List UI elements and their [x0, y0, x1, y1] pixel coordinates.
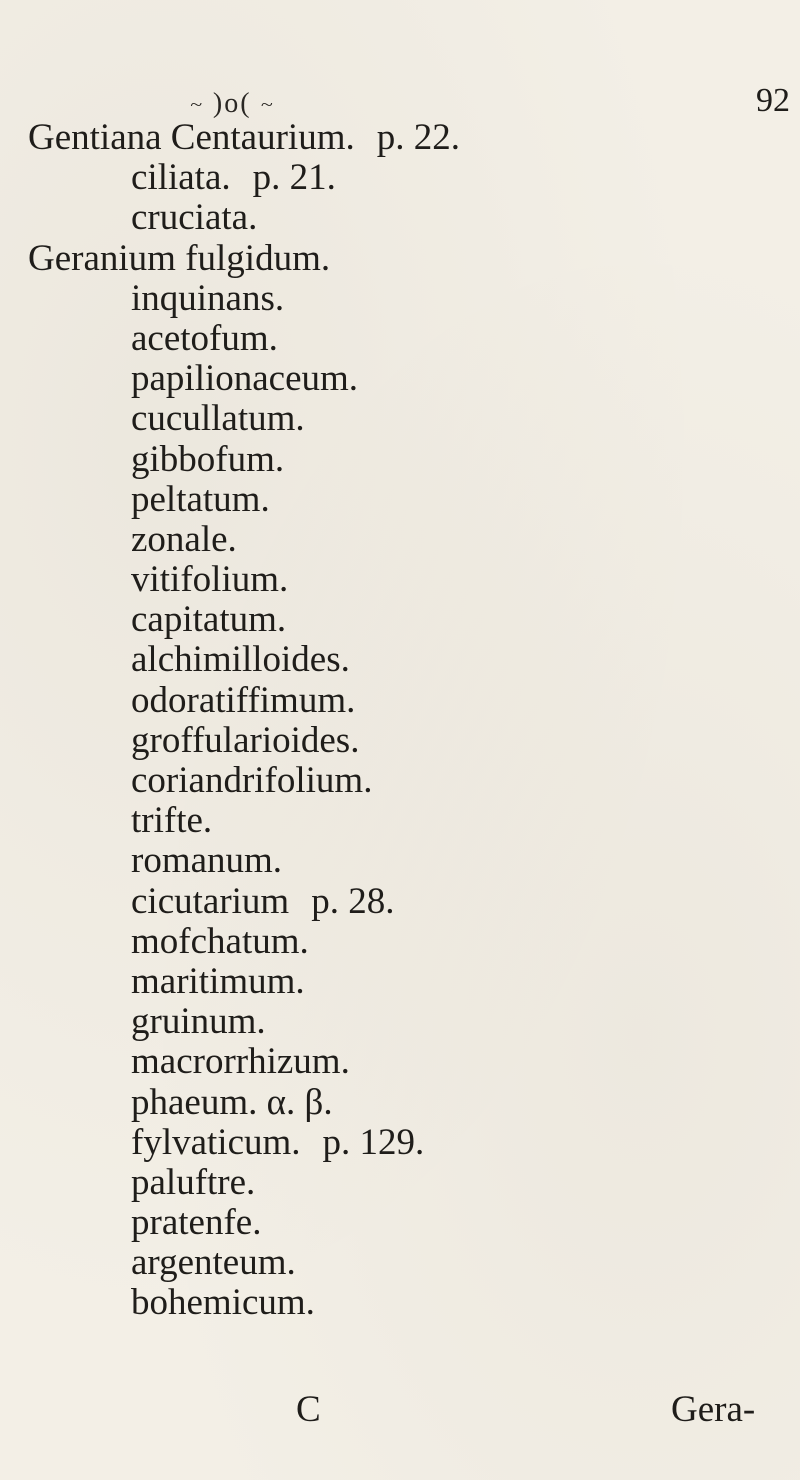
header-ornament: [190, 88, 274, 120]
entry-name: trifte.: [131, 800, 213, 842]
entry-name: vitifolium.: [131, 559, 289, 601]
page-reference: p. 129.: [322, 1121, 425, 1163]
species-entry: [28, 440, 768, 480]
species-entry: [28, 640, 768, 680]
entry-name: phaeum. α. β.: [131, 1081, 333, 1123]
genus-entry: [28, 239, 768, 279]
entry-name: inquinans.: [131, 277, 285, 319]
species-entry: [28, 801, 768, 841]
species-entry: [28, 399, 768, 439]
entry-name: gibbofum.: [131, 438, 285, 480]
species-entry: [28, 520, 768, 560]
species-entry: [28, 882, 768, 922]
page-reference: p. 28.: [311, 880, 395, 922]
species-entry: [28, 480, 768, 520]
species-entry: [28, 1083, 768, 1123]
page-reference: p. 21.: [252, 157, 336, 199]
species-entry: [28, 721, 768, 761]
page-number: 92: [756, 82, 790, 119]
entry-name: capitatum.: [131, 599, 287, 641]
entry-name: romanum.: [131, 840, 283, 882]
species-entry: [28, 962, 768, 1002]
entry-name: cruciata.: [131, 197, 258, 239]
entry-name: bohemicum.: [131, 1282, 315, 1324]
entry-name: alchimilloides.: [131, 639, 350, 681]
species-entry: [28, 1203, 768, 1243]
entry-name: Gentiana Centaurium.: [28, 117, 355, 158]
species-entry: [28, 1243, 768, 1283]
species-entry: [28, 1163, 768, 1203]
entry-name: Geranium fulgidum.: [28, 237, 331, 279]
species-entry: [28, 279, 768, 319]
page-reference: p. 22.: [376, 117, 460, 158]
entry-name: papilionaceum.: [131, 358, 359, 400]
entry-name: mofchatum.: [131, 920, 309, 962]
species-entry: [28, 158, 768, 198]
species-entry: [28, 359, 768, 399]
entry-name: paluftre.: [131, 1161, 256, 1203]
entry-name: odoratiffimum.: [131, 679, 356, 721]
species-entry: [28, 841, 768, 881]
page-footer: [0, 1388, 800, 1432]
entry-name: coriandrifolium.: [131, 760, 373, 801]
index-list: [28, 118, 768, 1324]
entry-name: macrorrhizum.: [131, 1041, 350, 1083]
catchword: Gera-: [671, 1389, 756, 1430]
ornament-center: )o(: [212, 88, 252, 119]
entry-name: groffularioides.: [131, 719, 360, 761]
entry-name: peltatum.: [131, 478, 270, 520]
ornament-right: ~: [260, 94, 275, 115]
entry-name: gruinum.: [131, 1001, 266, 1043]
species-entry: [28, 198, 768, 238]
entry-name: ciliata.: [131, 157, 231, 199]
ornament-left: ~: [190, 94, 204, 115]
species-entry: [28, 600, 768, 640]
entry-name: argenteum.: [131, 1242, 296, 1284]
species-entry: [28, 761, 768, 801]
entry-name: pratenfe.: [131, 1202, 262, 1244]
entry-name: fylvaticum.: [131, 1121, 301, 1163]
species-entry: [28, 560, 768, 600]
species-entry: [28, 1283, 768, 1323]
species-entry: [28, 1002, 768, 1042]
entry-name: cicutarium: [131, 880, 290, 922]
species-entry: [28, 922, 768, 962]
entry-name: acetofum.: [131, 317, 278, 359]
entry-name: maritimum.: [131, 960, 305, 1002]
entry-name: zonale.: [131, 518, 237, 560]
signature-mark: C: [296, 1389, 321, 1430]
species-entry: [28, 1042, 768, 1082]
entry-name: cucullatum.: [131, 398, 305, 440]
species-entry: [28, 319, 768, 359]
species-entry: [28, 681, 768, 721]
genus-entry: [28, 118, 768, 158]
species-entry: [28, 1123, 768, 1163]
